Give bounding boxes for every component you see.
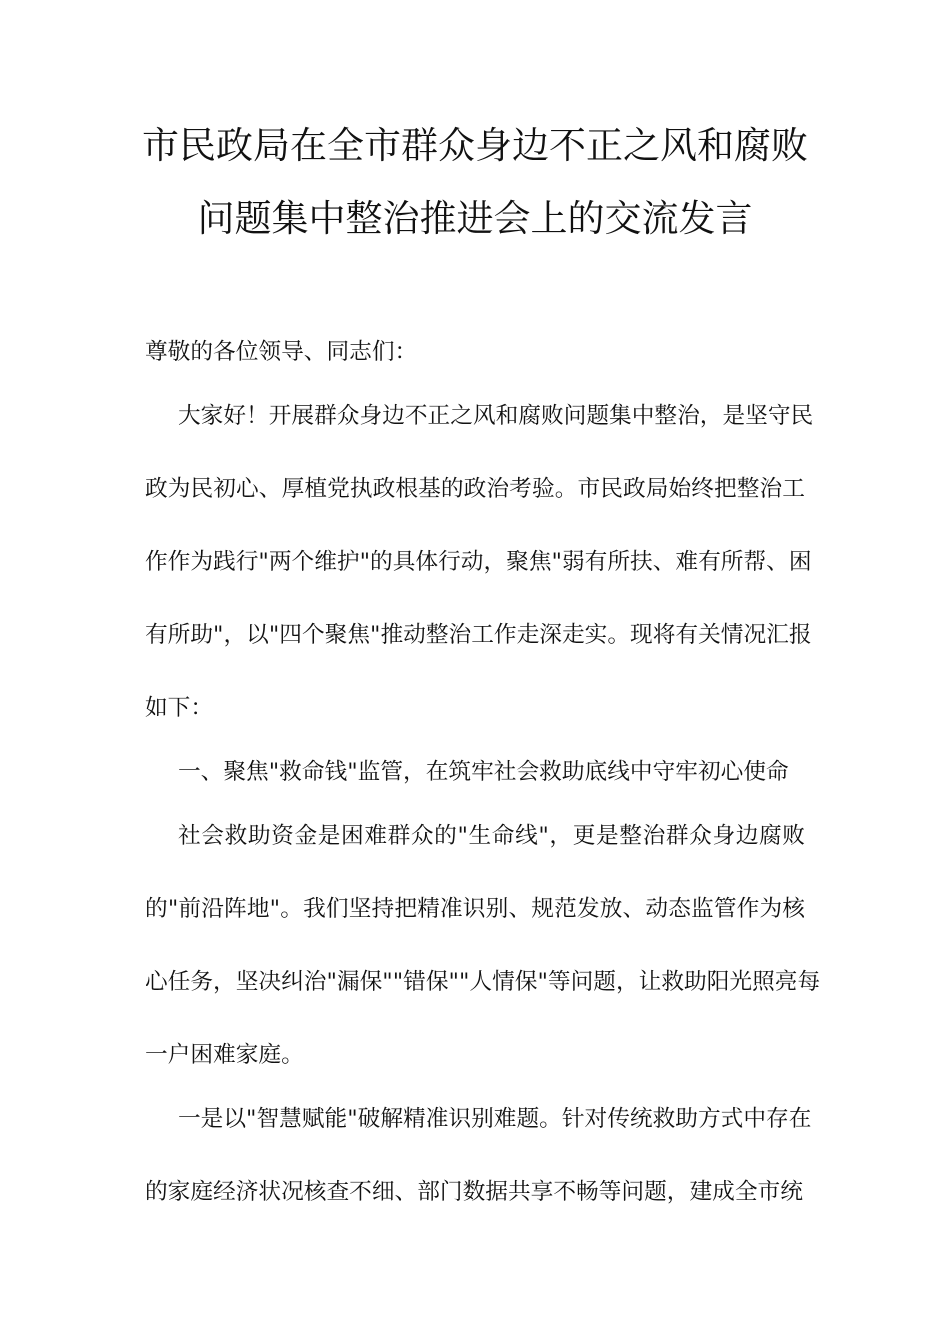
text-line: 一是以"智慧赋能"破解精准识别难题。针对传统救助方式中存在 [178,1106,812,1132]
paragraph [145,800,821,1092]
paragraph [145,736,805,809]
text-line: 一户困难家庭。 [145,1042,304,1068]
text-line: 作作为践行"两个维护"的具体行动，聚焦"弱有所扶、难有所帮、困 [145,549,812,575]
text-line: 的家庭经济状况核查不细、部门数据共享不畅等问题，建成全市统 [145,1179,803,1205]
text-line: 如下： [145,695,214,721]
text-line: 政为民初心、厚植党执政根基的政治考验。市民政局始终把整治工 [145,476,805,502]
document-body [145,316,821,1229]
document-title-line-1: 市民政局在全市群众身边不正之风和腐败 [142,124,808,167]
paragraph [145,1083,812,1229]
text-line: 一、聚焦"救命钱"监管，在筑牢社会救助底线中守牢初心使命 [178,759,789,785]
text-line: 大家好！开展群众身边不正之风和腐败问题集中整治，是坚守民 [178,403,814,429]
text-line: 有所助"，以"四个聚焦"推动整治工作走深走实。现将有关情况汇报 [145,622,812,648]
text-line: 尊敬的各位领导、同志们： [145,339,418,365]
document-title-line-2: 问题集中整治推进会上的交流发言 [197,197,753,240]
text-line: 心任务，坚决纠治"漏保""错保""人情保"等问题，让救助阳光照亮每 [145,969,821,995]
text-line: 的"前沿阵地"。我们坚持把精准识别、规范发放、动态监管作为核 [145,896,805,922]
paragraph [145,316,805,389]
text-line: 社会救助资金是困难群众的"生命线"，更是整治群众身边腐败 [178,823,805,849]
paragraph [145,380,814,745]
